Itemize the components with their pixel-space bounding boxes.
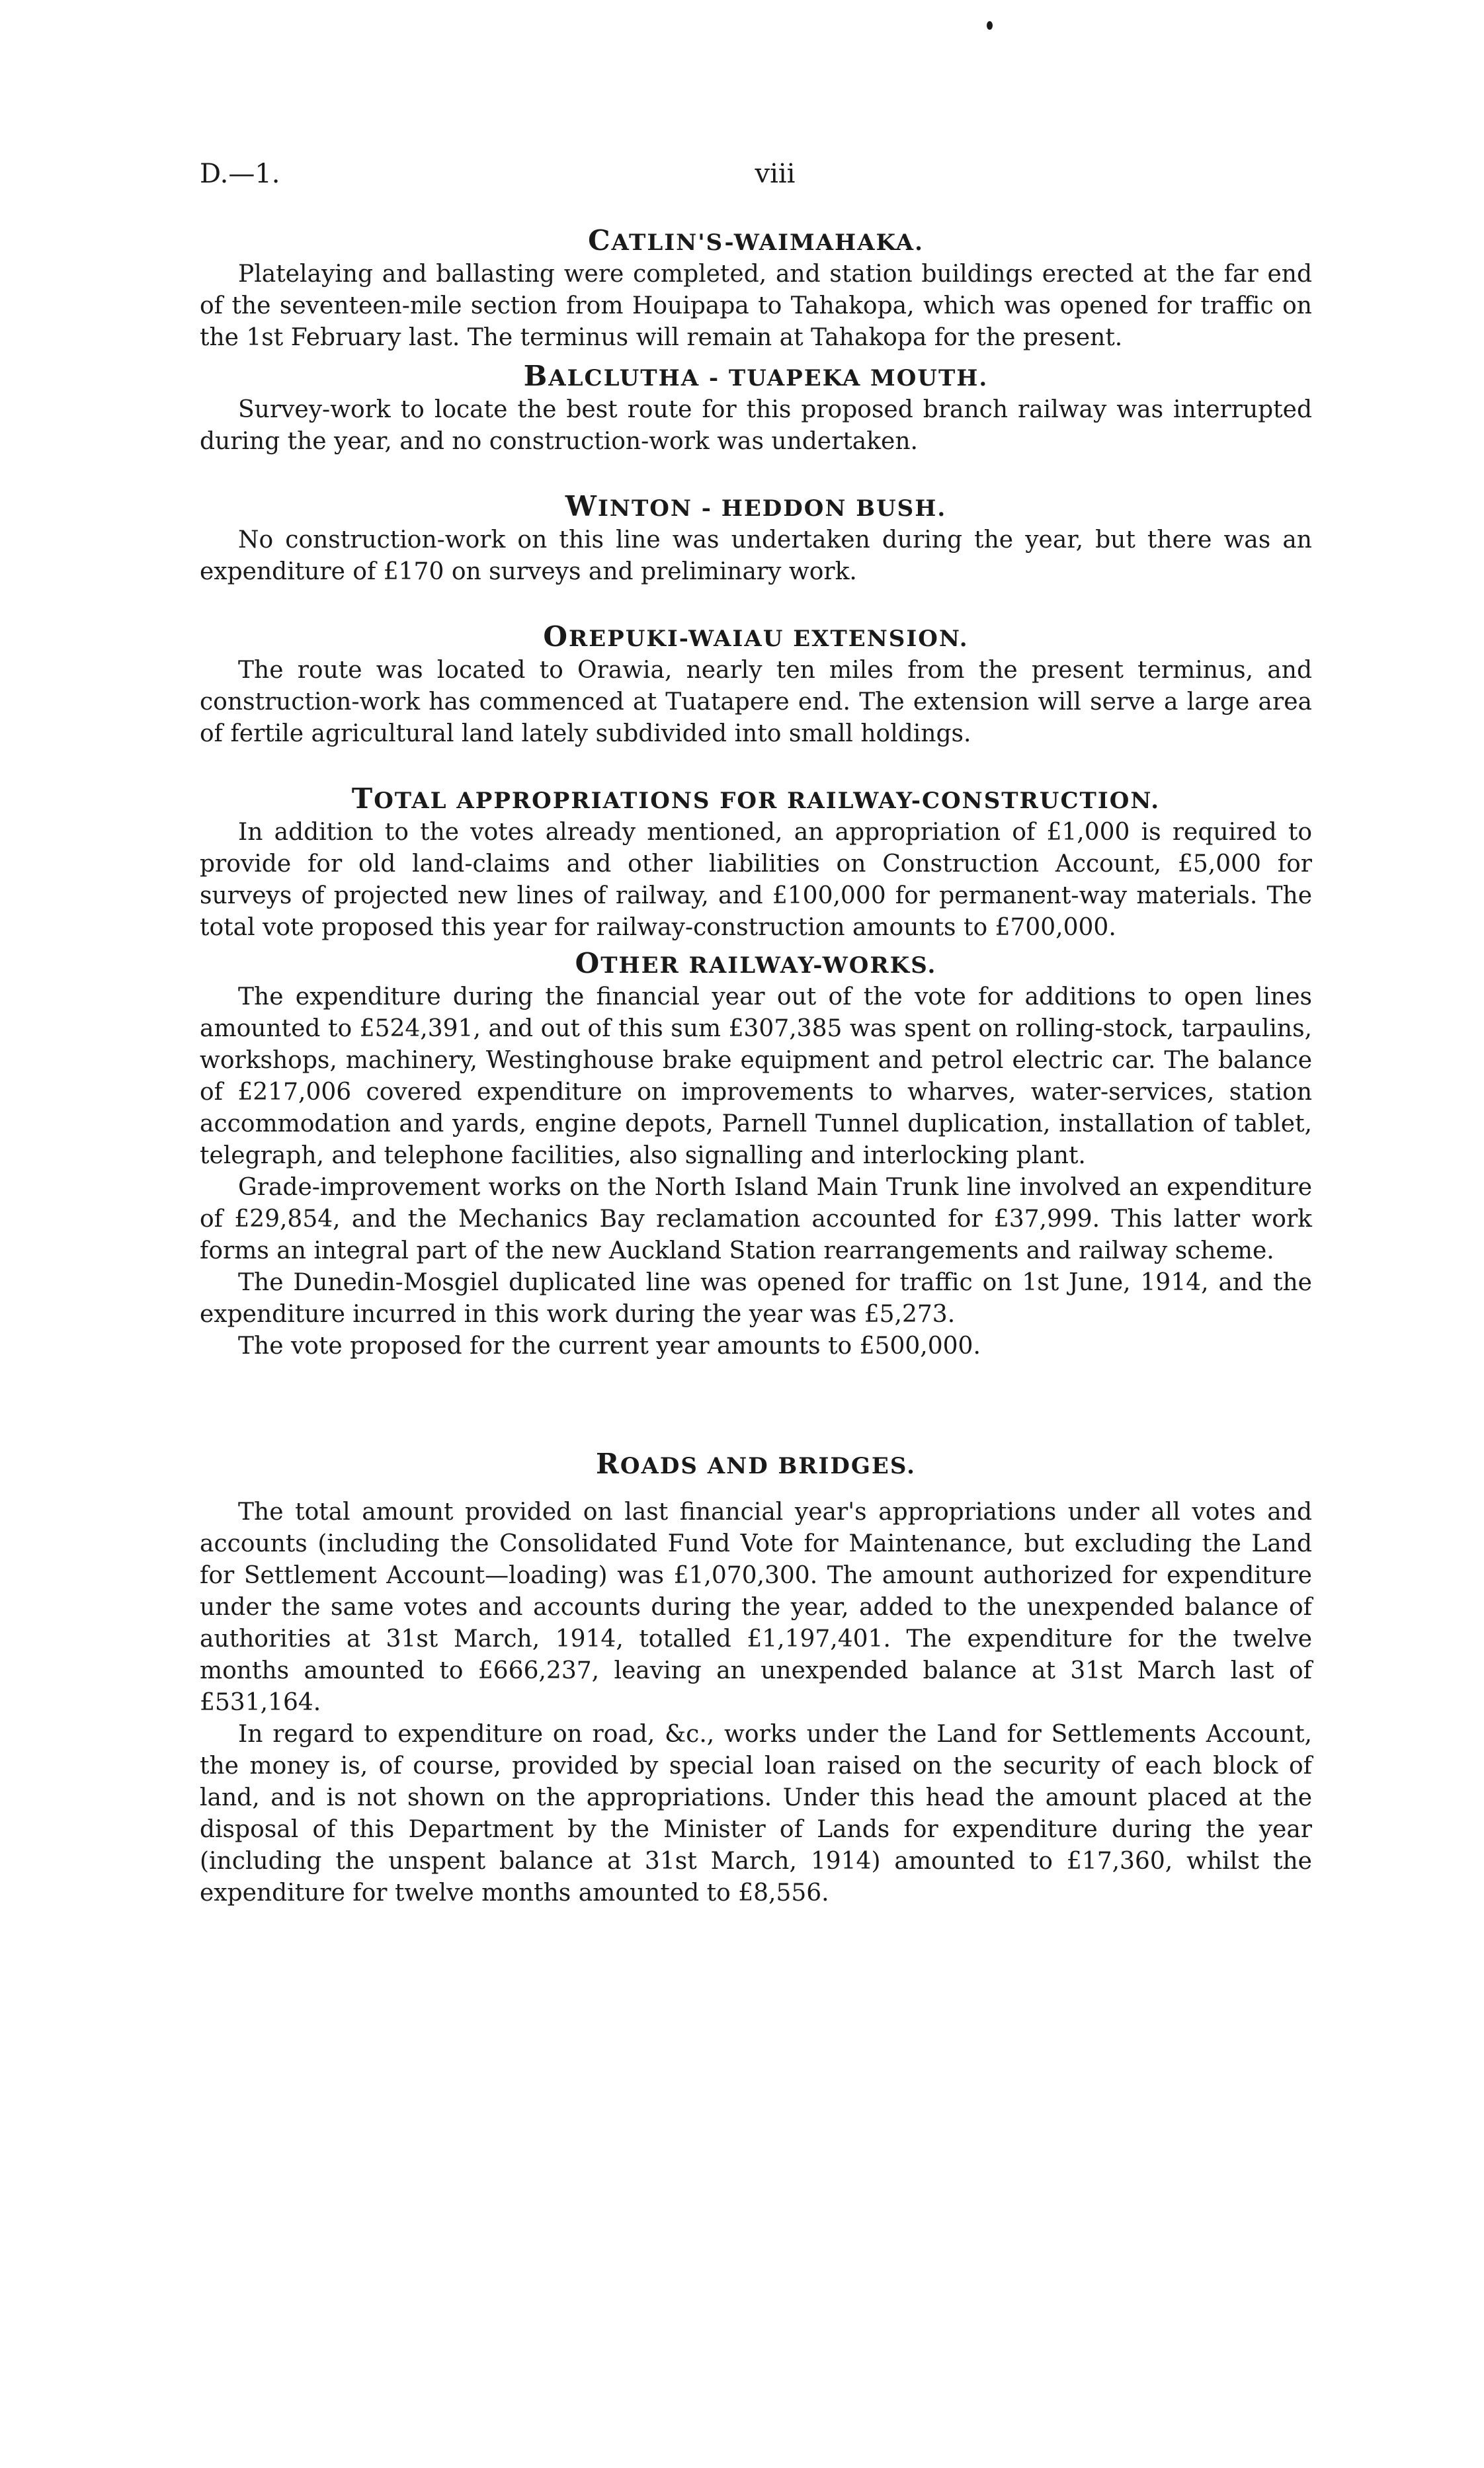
section-orepuki-waiau-extension (200, 621, 1312, 750)
paragraph: The expenditure during the financial year out of the vote for additions to open lines amounted to £524,391, and out of this sum £307,385 was spent on rolling-stock, tarpaulins, workshops, machinery, Westinghouse brake equipment and petrol electric car. The balance of £217,006 covered expenditure on improvements to wharves, water-services, station accommodation and yards, engine depots, Parnell Tunnel duplication, installation of tablet, telegraph, and telephone facilities, also signalling and interlocking plant. (200, 983, 1312, 1169)
section-roads-and-bridges (200, 1448, 1312, 1909)
section-heading: CATLIN'S-WAIMAHAKA. (588, 224, 924, 257)
paragraph: The Dunedin-Mosgiel duplicated line was opened for traffic on 1st June, 1914, and the expenditure incurred in this work during the year was £5,273. (200, 1269, 1312, 1328)
section-heading: TOTAL APPROPRIATIONS FOR RAILWAY-CONSTRUCTION. (351, 782, 1161, 815)
paragraph: The total amount provided on last financial year's appropriations under all votes and accounts (including the Consolidated Fund Vote for Maintenance, but excluding the Land for Settlement Account—loading) was £1,070,300. The amount authorized for expenditure under the same votes and accounts during the year, added to the unexpended balance of authorities at 31st March, 1914, totalled £1,197,401. The expenditure for the twelve months amounted to £666,237, leaving an unexpended balance at 31st March last of £531,164. (200, 1499, 1312, 1716)
section-catlins-waimahaka (200, 225, 1312, 354)
paragraph: The vote proposed for the current year amounts to £500,000. (238, 1333, 981, 1360)
paragraph: Survey-work to locate the best route for this proposed branch railway was interrupted during the year, and no construction-work was undertaken. (200, 396, 1312, 455)
paragraph: The route was located to Orawia, nearly ten miles from the present terminus, and construction-work has commenced at Tuatapere end. The extension will serve a large area of fertile agricultural land lately subdivided into small holdings. (200, 657, 1312, 747)
paragraph: No construction-work on this line was undertaken during the year, but there was an expenditure of £170 on surveys and preliminary work. (200, 526, 1312, 585)
paragraph: In addition to the votes already mentioned, an appropriation of £1,000 is required to provide for old land-claims and other liabilities on Construction Account, £5,000 for surveys of projected new lines of railway, and £100,000 for permanent-way materials. The total vote proposed this year for railway-construction amounts to £700,000. (200, 819, 1312, 941)
text-column (200, 225, 1312, 1909)
section-heading: OREPUKI-WAIAU EXTENSION. (543, 620, 969, 653)
page-number: viii (755, 159, 796, 189)
paragraph: Grade-improvement works on the North Island Main Trunk line involved an expenditure of £29,854, and the Mechanics Bay reclamation accounted for £37,999. This latter work forms an integral part of the new Auckland Station rearrangements and railway scheme. (200, 1174, 1312, 1264)
section-total-appropriations (200, 783, 1312, 944)
section-heading: OTHER RAILWAY-WORKS. (575, 947, 937, 979)
section-heading: WINTON - HEDDON BUSH. (565, 490, 947, 522)
page-header (200, 159, 1312, 212)
section-heading: BALCLUTHA - TUAPEKA MOUTH. (523, 360, 989, 392)
section-heading: ROADS AND BRIDGES. (595, 1448, 917, 1480)
paragraph: Platelaying and ballasting were completed, and station buildings erected at the far end of the seventeen-mile section from Houipapa to Tahakopa, which was opened for traffic on the 1st February last. The terminus will remain at Tahakopa for the present. (200, 261, 1312, 351)
ink-speck (987, 21, 993, 30)
section-winton-heddon-bush (200, 491, 1312, 588)
document-reference: D.—1. (200, 159, 280, 189)
section-balclutha-tuapeka-mouth (200, 360, 1312, 458)
paragraph: In regard to expenditure on road, &c., works under the Land for Settlements Account, the money is, of course, provided by special loan raised on the security of each block of land, and is not shown on the appropriations. Under this head the amount placed at the disposal of this Department by the Minister of Lands for expenditure during the year (including the unspent balance at 31st March, 1914) amounted to £17,360, whilst the expenditure for twelve months amounted to £8,556. (200, 1721, 1312, 1907)
section-other-railway-works (200, 948, 1312, 1362)
